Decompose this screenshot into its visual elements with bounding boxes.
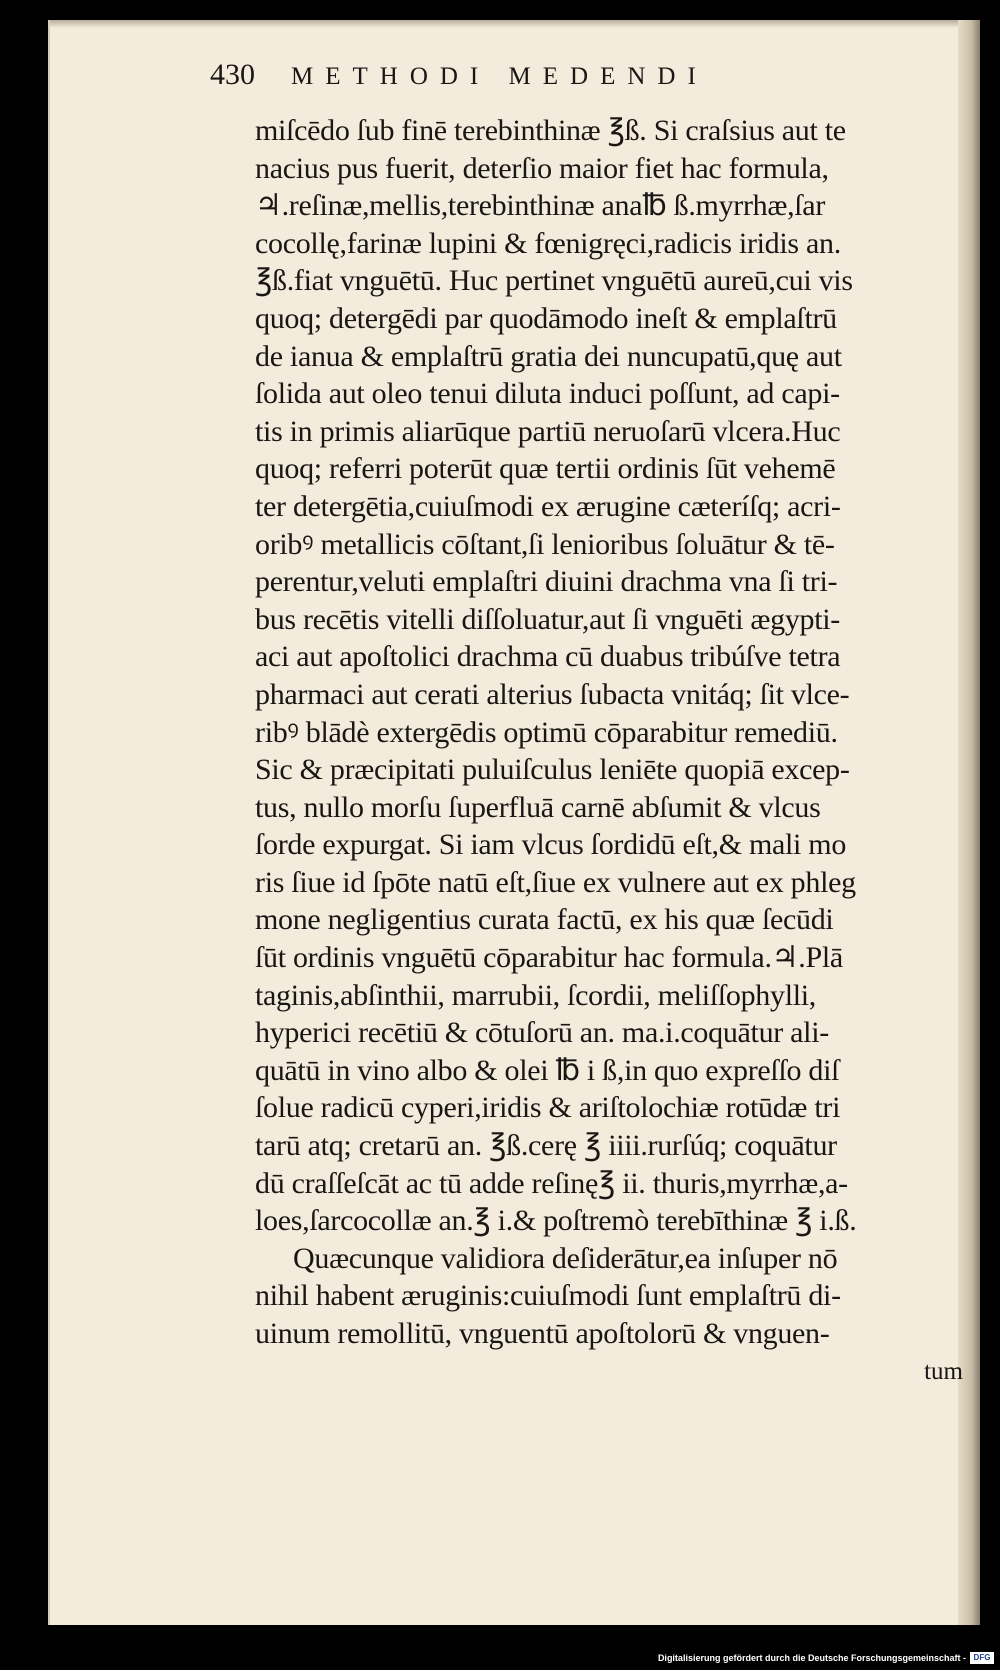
- text-line: uinum remollitū, vnguentū apoſtolorū & vnguen-: [255, 1317, 830, 1350]
- text-line: bus recētis vitelli diſſoluatur,aut ſi vnguēti ægypti-: [255, 602, 841, 636]
- page-top-shadow: [50, 20, 980, 28]
- text-line: de ianua & emplaſtrū gratia dei nuncupatū,quę aut: [255, 339, 842, 373]
- text-line: loes,ſarcocollæ an.℥ i.& poſtremò terebīthinæ ℥ i.ß.: [255, 1204, 857, 1238]
- paragraph-start-line: Quæcunque validiora deſiderātur,ea inſuper nō: [293, 1241, 838, 1275]
- text-line: nacius pus fuerit, deterſio maior fiet hac formula,: [255, 151, 829, 185]
- text-line: ter detergētia,cuiuſmodi ex ærugine cæteríſq; acri-: [255, 489, 841, 523]
- text-line: tarū atq; cretarū an. ℥ß.cerę ℥ iiii.rurſúq; coquātur: [255, 1129, 837, 1163]
- text-line: cocollę,farinæ lupini & fœnigręci,radicis iridis an.: [255, 226, 841, 260]
- text-line: taginis,abſinthii, marrubii, ſcordii, meliſſophylli,: [255, 978, 816, 1012]
- footer-credit: Digitalisierung gefördert durch die Deutsche Forschungsgemeinschaft -: [657, 1653, 966, 1663]
- page-header: [210, 58, 708, 98]
- text-line: ℥ß.fiat vnguētū. Huc pertinet vnguētū aureū,cui vis: [255, 264, 853, 298]
- text-line: quātū in vino albo & olei ℔ i ß,in quo expreſſo diſ: [255, 1053, 840, 1087]
- text-line: ribꝰ blādè extergēdis optimū cōparabitur remediū.: [255, 715, 838, 749]
- page-number: 430: [210, 58, 255, 91]
- text-line: ♃.reſinæ,mellis,terebinthinæ ana℔ ß.myrrhæ,ſar: [255, 189, 826, 223]
- text-block: [255, 112, 973, 1390]
- text-line: miſcēdo ſub finē terebinthinæ ℥ß. Si craſsius aut te: [255, 114, 846, 147]
- text-line: ſorde expurgat. Si iam vlcus ſordidū eſt,& mali mo: [255, 828, 847, 862]
- text-line: hyperici recētiū & cōtuſorū an. ma.i.coquātur ali-: [255, 1016, 829, 1050]
- text-line: perentur,veluti emplaſtri diuini drachma vna ſi tri-: [255, 565, 838, 599]
- running-title: METHODI MEDENDI: [291, 63, 708, 90]
- text-line: oribꝰ metallicis cōſtant,ſi lenioribus ſoluātur & tē-: [255, 527, 835, 561]
- text-line: tis in primis aliarūque partiū neruoſarū vlcera.Huc: [255, 414, 841, 448]
- text-line: aci aut apoſtolici drachma cū duabus tribúſve tetra: [255, 640, 841, 674]
- text-line: tus, nullo morſu ſuperfluā carnē abſumit & vlcus: [255, 790, 821, 824]
- text-line: dū craſſeſcāt ac tū adde reſinę℥ ii. thuris,myrrhæ,a-: [255, 1166, 848, 1200]
- text-line: mone negligentius curata factū, ex his quæ ſecūdi: [255, 903, 834, 937]
- text-line: nihil habent æruginis:cuiuſmodi ſunt emplaſtrū di-: [255, 1279, 841, 1313]
- text-line: Sic & præcipitati puluiſculus leniēte quopiā excep-: [255, 753, 850, 787]
- text-line: ſūt ordinis vnguētū cōparabitur hac formula.♃.Plā: [255, 941, 843, 975]
- text-line: quoq; referri poterūt quæ tertii ordinis ſūt vehemē: [255, 452, 836, 486]
- text-line: ſolida aut oleo tenui diluta induci poſſunt, ad capi-: [255, 377, 840, 411]
- text-line: pharmaci aut cerati alterius ſubacta vnitáq; ſit vlce-: [255, 677, 850, 711]
- text-line: quoq; detergēdi par quodāmodo ineſt & emplaſtrū: [255, 301, 837, 335]
- catchword: tum: [924, 1357, 963, 1385]
- dfg-logo: DFG: [970, 1652, 994, 1664]
- text-line: ris ſiue id ſpōte natū eſt,ſiue ex vulnere aut ex phleg: [255, 865, 856, 899]
- text-line: ſolue radicū cyperi,iridis & ariſtolochiæ rotūdæ tri: [255, 1091, 841, 1125]
